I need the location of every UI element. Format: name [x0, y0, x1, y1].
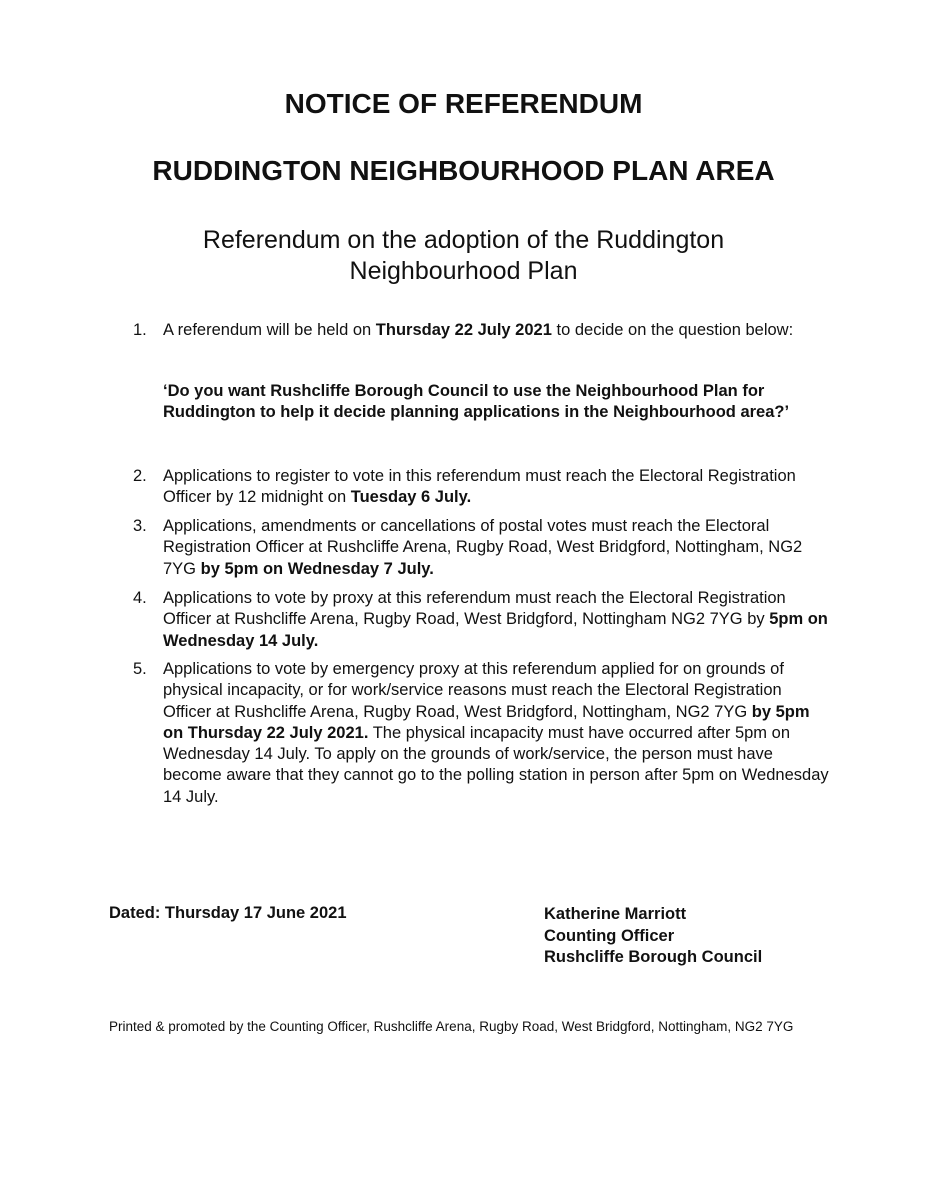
item-number: 4. — [133, 589, 147, 607]
date-line: Dated: Thursday 17 June 2021 — [109, 904, 347, 922]
item-number: 1. — [133, 321, 147, 339]
notice-title: NOTICE OF REFERENDUM — [284, 88, 643, 119]
subtitle: Referendum on the adoption of the Ruddington Neighbourhood Plan — [202, 226, 725, 285]
signatory-role: Counting Officer — [544, 926, 675, 945]
signatory-name: Katherine Marriott — [544, 905, 687, 923]
referendum-question: ‘Do you want Rushcliffe Borough Council to use the Neighbourhood Plan for Ruddington to help it decide planning applications in the Neighbourhood area?’ — [163, 382, 790, 422]
item-text: Applications to vote by proxy at this referendum must reach the Electoral Registration Officer at Rushcliffe Arena, Rugby Road, West Bridgford, Nottingham NG2 7YG by 5pm on Wednesday 14 July. — [163, 589, 828, 650]
item-number: 3. — [133, 517, 147, 535]
item-number: 2. — [133, 467, 147, 485]
item-text: A referendum will be held on Thursday 22 July 2021 to decide on the question below: — [163, 321, 794, 339]
signatory-org: Rushcliffe Borough Council — [544, 948, 763, 966]
imprint-footer: Printed & promoted by the Counting Officer, Rushcliffe Arena, Rugby Road, West Bridgford, Nottingham, NG2 7YG — [109, 1019, 794, 1034]
item-text: Applications, amendments or cancellations of postal votes must reach the Electoral Registration Officer at Rushcliffe Arena, Rugby Road, West Bridgford, Nottingham, NG2 7YG by 5pm on Wednesday 7 July. — [163, 517, 803, 578]
item-text: Applications to vote by emergency proxy at this referendum applied for on grounds of physical incapacity, or for work/service reasons must reach the Electoral Registration Officer at Rushcliffe Arena, Rugby Road, West Bridgford, Nottingham, NG2 7YG by 5pm on Thursday 22 July 2021. The physical incapacity must have occurred after 5pm on Wednesday 14 July. To apply on the grounds of work/service, the person must have become aware that they cannot go to the polling station in person after 5pm on Wednesday 14 July. — [163, 660, 829, 806]
item-text: Applications to register to vote in this referendum must reach the Electoral Registration Officer by 12 midnight on Tuesday 6 July. — [163, 467, 796, 507]
item-number: 5. — [133, 660, 147, 678]
area-title: RUDDINGTON NEIGHBOURHOOD PLAN AREA — [152, 155, 775, 186]
signature-block — [544, 904, 762, 969]
